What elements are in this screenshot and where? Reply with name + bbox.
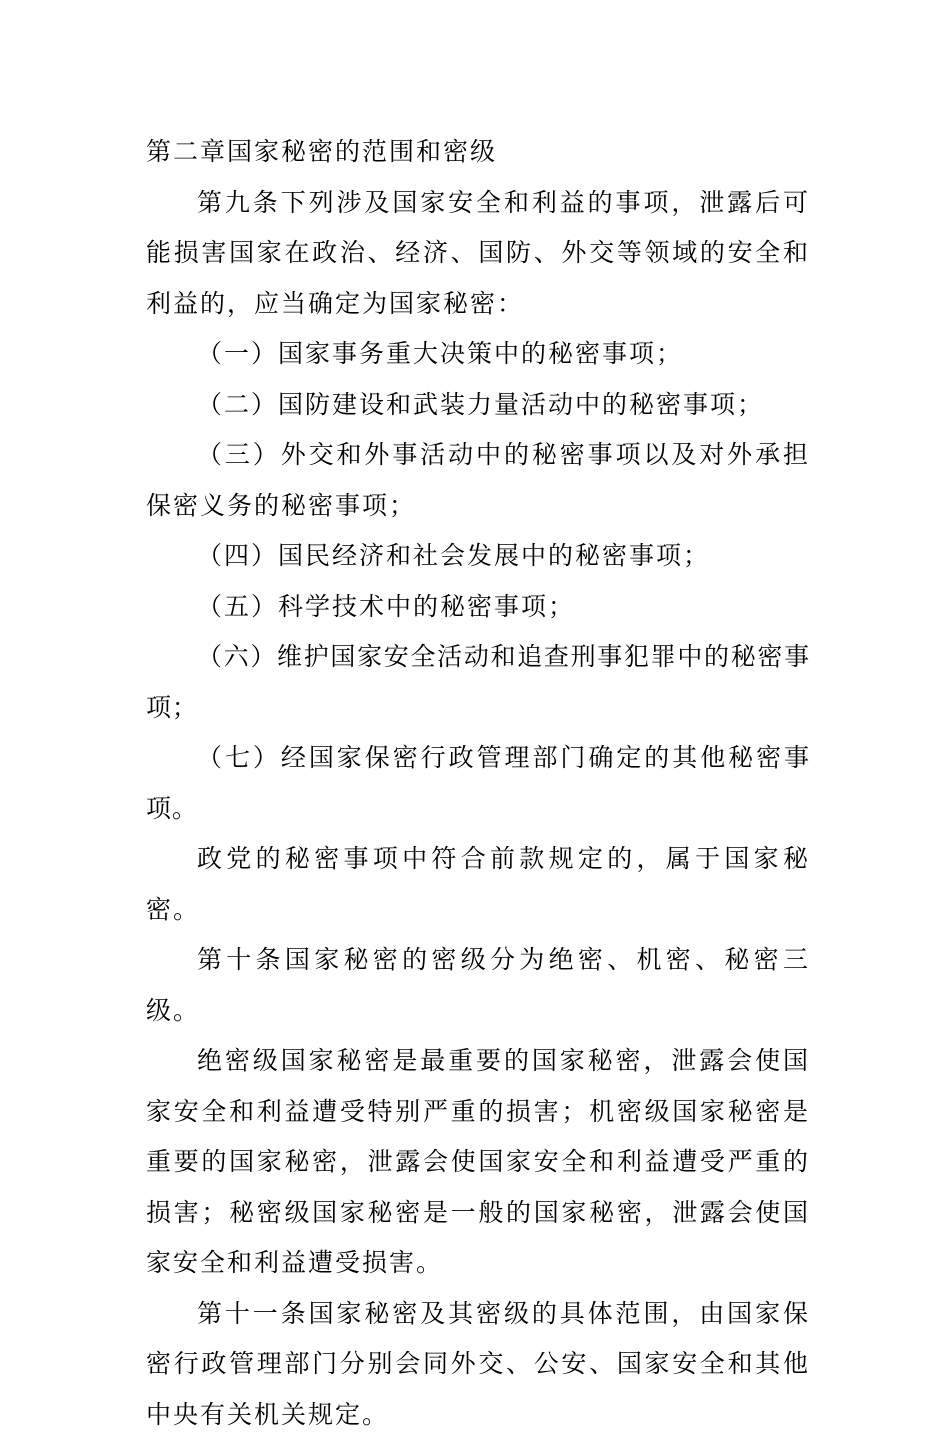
list-item-1: （一）国家事务重大决策中的秘密事项； <box>146 329 810 380</box>
list-item-5: （五）科学技术中的秘密事项； <box>146 582 810 633</box>
list-item-7: （七）经国家保密行政管理部门确定的其他秘密事项。 <box>146 733 810 834</box>
list-item-2: （二）国防建设和武装力量活动中的秘密事项； <box>146 380 810 431</box>
paragraph-article-11: 第十一条国家秘密及其密级的具体范围，由国家保密行政管理部门分别会同外交、公安、国家安全和其他中央有关机关规定。 <box>146 1289 810 1440</box>
paragraph-article-10: 第十条国家秘密的密级分为绝密、机密、秘密三级。 <box>146 935 810 1036</box>
chapter-heading: 第二章国家秘密的范围和密级 <box>146 127 810 178</box>
list-item-3: （三）外交和外事活动中的秘密事项以及对外承担保密义务的秘密事项； <box>146 430 810 531</box>
list-item-4: （四）国民经济和社会发展中的秘密事项； <box>146 531 810 582</box>
list-item-6: （六）维护国家安全活动和追查刑事犯罪中的秘密事项； <box>146 632 810 733</box>
paragraph-secret-levels: 绝密级国家秘密是最重要的国家秘密，泄露会使国家安全和利益遭受特别严重的损害；机密级国家秘密是重要的国家秘密，泄露会使国家安全和利益遭受严重的损害；秘密级国家秘密是一般的国家秘密，泄露会使国家安全和利益遭受损害。 <box>146 1036 810 1289</box>
paragraph-party-secrets: 政党的秘密事项中符合前款规定的，属于国家秘密。 <box>146 834 810 935</box>
paragraph-article-9: 第九条下列涉及国家安全和利益的事项，泄露后可能损害国家在政治、经济、国防、外交等领域的安全和利益的，应当确定为国家秘密： <box>146 178 810 330</box>
document-page <box>146 127 810 1440</box>
